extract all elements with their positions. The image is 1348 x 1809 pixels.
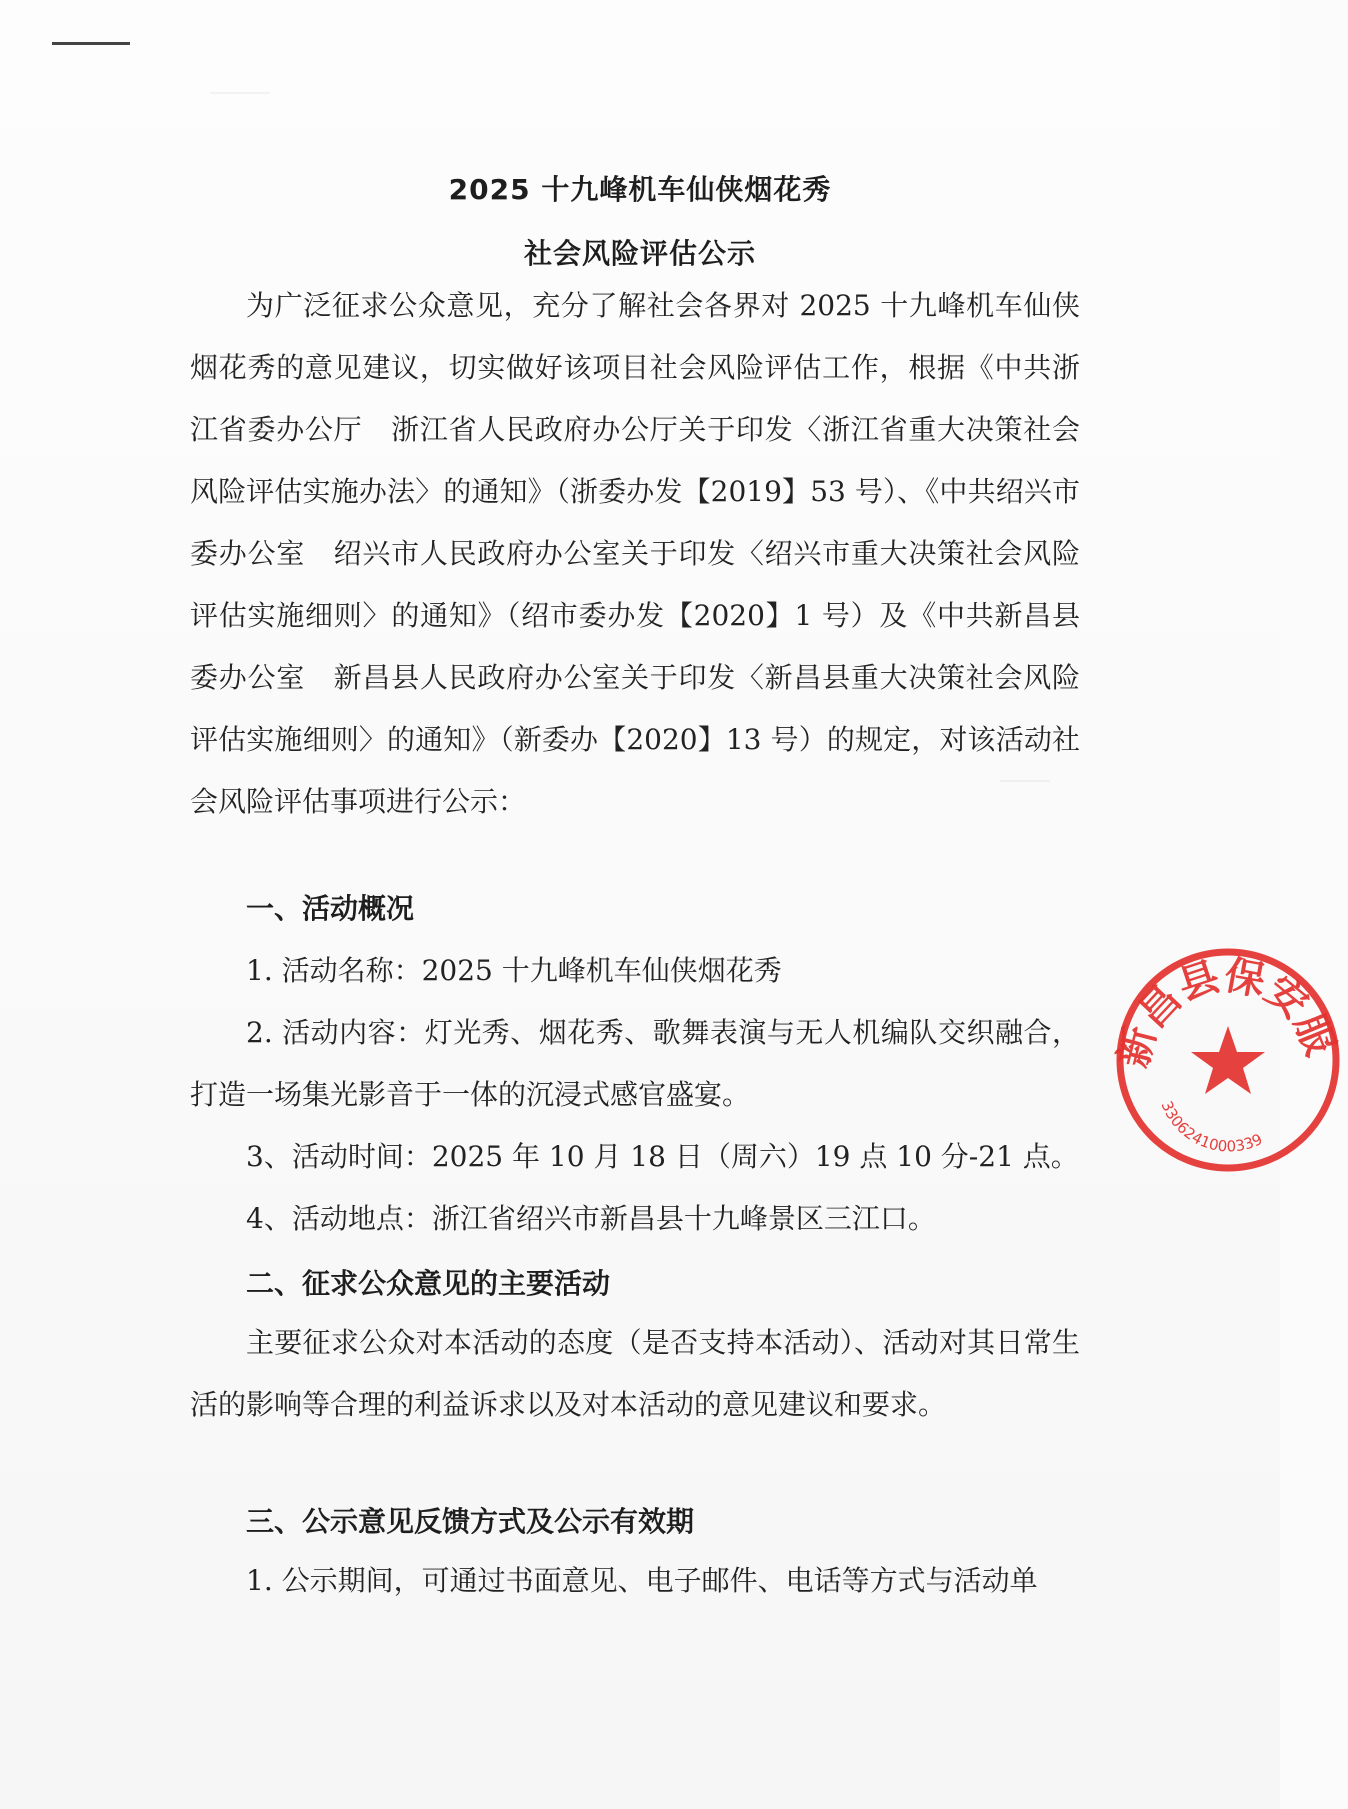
document-title-line1: 2025 十九峰机车仙侠烟花秀 [448,173,832,206]
corner-rule [52,42,130,45]
section3-heading: 三、公示意见反馈方式及公示有效期 [246,1505,695,1538]
section3-item1: 1. 公示期间，可通过书面意见、电子邮件、电话等方式与活动单 [246,1564,1038,1597]
section1-item1: 1. 活动名称：2025 十九峰机车仙侠烟花秀 [246,954,782,987]
seal-code: 3306241000339 [1157,1098,1266,1156]
seal-text: 新昌县保安服 [1110,952,1343,1073]
seal-star-icon [1191,1026,1265,1094]
section2-heading: 二、征求公众意见的主要活动 [246,1267,611,1300]
section2-body: 主要征求公众对本活动的态度（是否支持本活动）、活动对其日常生活的影响等合理的利益诉求以及对本活动的意见建议和要求。 [190,1326,1080,1421]
section1-heading: 一、活动概况 [246,892,415,925]
official-seal [1108,940,1348,1180]
document-title-line2: 社会风险评估公示 [523,237,756,270]
intro-paragraph: 为广泛征求公众意见，充分了解社会各界对 2025 十九峰机车仙侠烟花秀的意见建议，切实做好该项目社会风险评估工作，根据《中共浙江省委办公厅 浙江省人民政府办公厅关于印发〈浙江省重大决策社会风险评估实施办法〉的通知》（浙委办发【2019】53 号）、《中共绍兴市委办公室 绍兴市人民政府办公室关于印发〈绍兴市重大决策社会风险评估实施细则〉的通知》（绍市委办发【2020】1 号）及《中共新昌县委办公室 新昌县人民政府办公室关于印发〈新昌县重大决策社会风险评估实施细则〉的通知》（新委办【2020】13 号）的规定，对该活动社会风险评估事项进行公示： [190,289,1080,818]
scan-noise [210,92,270,94]
section1-item3: 3、活动时间：2025 年 10 月 18 日（周六）19 点 10 分-21 点。 [246,1140,1079,1173]
section1-item2: 2. 活动内容：灯光秀、烟花秀、歌舞表演与无人机编队交织融合，打造一场集光影音于一体的沉浸式感官盛宴。 [190,1016,1080,1111]
section1-item4: 4、活动地点：浙江省绍兴市新昌县十九峰景区三江口。 [246,1202,936,1235]
